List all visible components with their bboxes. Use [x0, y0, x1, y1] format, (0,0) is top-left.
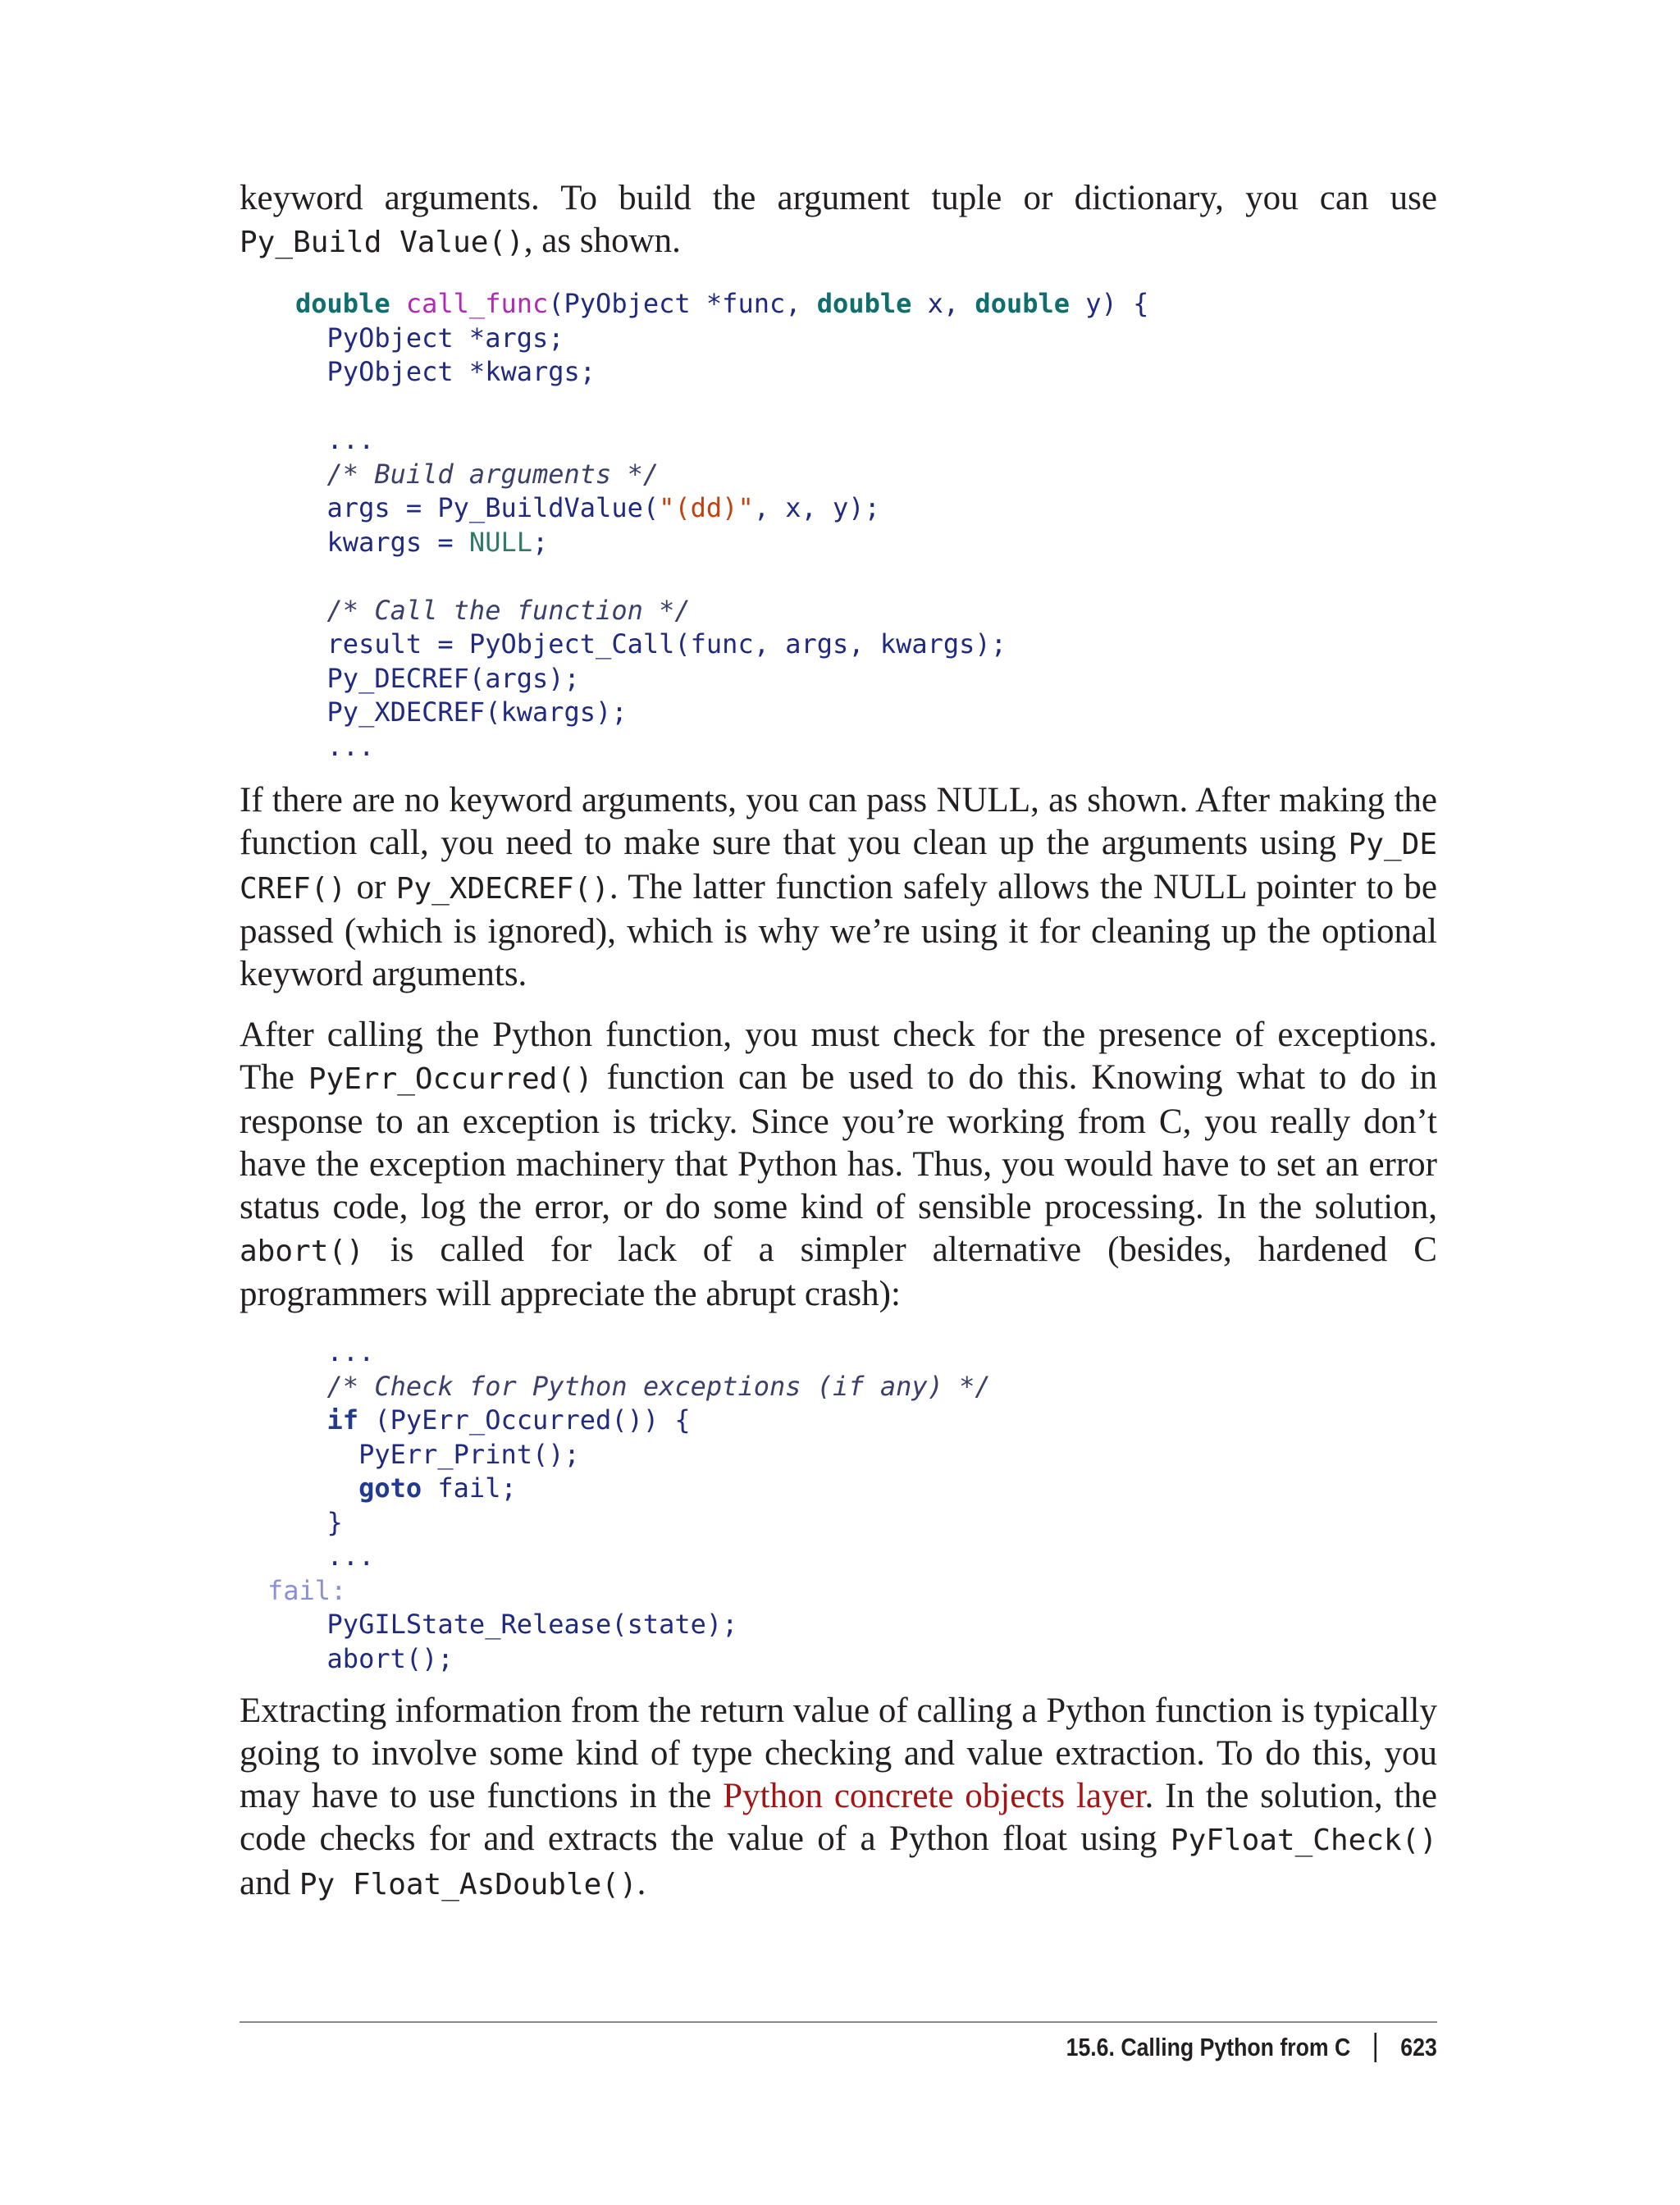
code-indent — [295, 1371, 327, 1402]
code-keyword: if — [326, 1404, 359, 1436]
code-block-call-func — [295, 287, 1148, 764]
code-line: abort(); — [295, 1642, 454, 1674]
code-text: , x, y); — [753, 492, 880, 523]
inline-code: PyFloat_Check() — [1170, 1824, 1437, 1857]
code-text: (PyObject *func, — [548, 288, 817, 319]
footer-rule — [240, 2021, 1437, 2023]
paragraph-keyword-args — [240, 177, 1437, 264]
paragraph-no-keyword-args — [240, 779, 1437, 996]
code-line: PyErr_Print(); — [295, 1438, 580, 1470]
code-line: } — [295, 1506, 343, 1538]
text-run: function can be used to do this. Knowing what to do in response to an exception is tricky. Since you’re working from C, you really don’t have the exception machinery that Python has. Thus, you would have to set an error status code, log the error, or do some kind of sensible processing. In the solution, — [240, 1058, 1438, 1226]
code-indent — [295, 1472, 358, 1504]
code-keyword: goto — [358, 1472, 422, 1504]
code-line: ... — [295, 424, 375, 455]
code-line: Py_DECREF(args); — [295, 662, 580, 694]
paragraph-return-value — [240, 1690, 1437, 1906]
inline-code: Py_Build Value() — [240, 226, 524, 259]
code-constant: NULL — [468, 526, 532, 558]
code-text: kwargs = — [295, 526, 469, 558]
code-text: x, — [911, 288, 975, 319]
inline-code: abort() — [240, 1235, 364, 1268]
text-run: is called for lack of a simpler alternative (besides, hardened C programmers will appreciate the abrupt crash): — [240, 1230, 1437, 1313]
code-text: y) { — [1070, 288, 1149, 319]
code-block-error-check — [267, 1335, 991, 1676]
code-comment: /* Build arguments */ — [326, 458, 660, 490]
inline-code: Py Float_AsDouble() — [299, 1868, 637, 1901]
text-run: , as shown. — [523, 221, 681, 260]
code-indent — [295, 595, 327, 626]
inline-code: Py_XDECREF() — [395, 872, 609, 906]
paragraph-text — [240, 177, 1437, 264]
text-run: . The latter function safely allows the NULL pointer to be passed (which is ignored), which is why we’re using it for cleaning up the optional keyword arguments. — [240, 868, 1438, 993]
code-string: "(dd)" — [659, 492, 754, 523]
code-line: ... — [295, 1541, 375, 1572]
code-text: ; — [532, 526, 549, 558]
code-function-name: call_func — [405, 288, 549, 319]
text-run: keyword arguments. To build the argument tuple or dictionary, you can use — [240, 179, 1437, 217]
code-indent — [295, 1404, 327, 1436]
paragraph-text — [240, 1014, 1437, 1316]
text-run: . — [637, 1864, 646, 1902]
code-line: result = PyObject_Call(func, args, kwargs); — [295, 628, 1007, 660]
text-run: Extracting information from the return value of calling a Python function is typically going to involve some kind of type checking and value extraction. To do this, you may have to use functions in the — [240, 1691, 1437, 1815]
paragraph-text — [240, 779, 1437, 996]
code-keyword: double — [816, 288, 912, 319]
footer-separator — [1375, 2033, 1377, 2062]
inline-code: Py_DE CREF() — [240, 828, 1437, 906]
code-line: PyGILState_Release(state); — [295, 1609, 738, 1640]
code-line: PyObject *args; — [295, 322, 564, 354]
paragraph-text — [240, 1690, 1437, 1906]
paragraph-exceptions — [240, 1014, 1437, 1316]
page-footer — [1066, 2029, 1437, 2066]
code-line: ... — [295, 1336, 375, 1367]
code-line: PyObject *kwargs; — [295, 356, 596, 387]
code-text: (PyErr_Occurred()) { — [358, 1404, 691, 1436]
inline-code: PyErr_Occurred() — [308, 1062, 593, 1096]
text-run: . In the solution, the code checks for and extracts the value of a Python float using — [240, 1777, 1437, 1858]
text-run: If there are no keyword arguments, you can pass NULL, as shown. After making the function call, you need to make sure that you clean up the arguments using — [240, 781, 1437, 862]
text-run: and — [240, 1864, 299, 1902]
code-comment: /* Call the function */ — [326, 594, 691, 626]
concrete-objects-link[interactable]: Python concrete objects layer — [723, 1777, 1145, 1815]
code-keyword: double — [295, 288, 390, 319]
code-text: fail; — [422, 1472, 517, 1504]
code-keyword: double — [975, 288, 1071, 319]
code-indent — [295, 459, 327, 490]
code-comment: /* Check for Python exceptions (if any) */ — [326, 1370, 991, 1402]
code-label: fail: — [267, 1574, 347, 1606]
page-number: 623 — [1400, 2033, 1437, 2061]
code-text: args = Py_BuildValue( — [295, 492, 660, 523]
code-line: ... — [295, 730, 375, 762]
text-run: After calling the Python function, you must check for the presence of exceptions. The — [240, 1016, 1437, 1097]
text-run: or — [346, 868, 396, 906]
section-title: 15.6. Calling Python from C — [1066, 2033, 1351, 2061]
code-line: Py_XDECREF(kwargs); — [295, 696, 628, 728]
